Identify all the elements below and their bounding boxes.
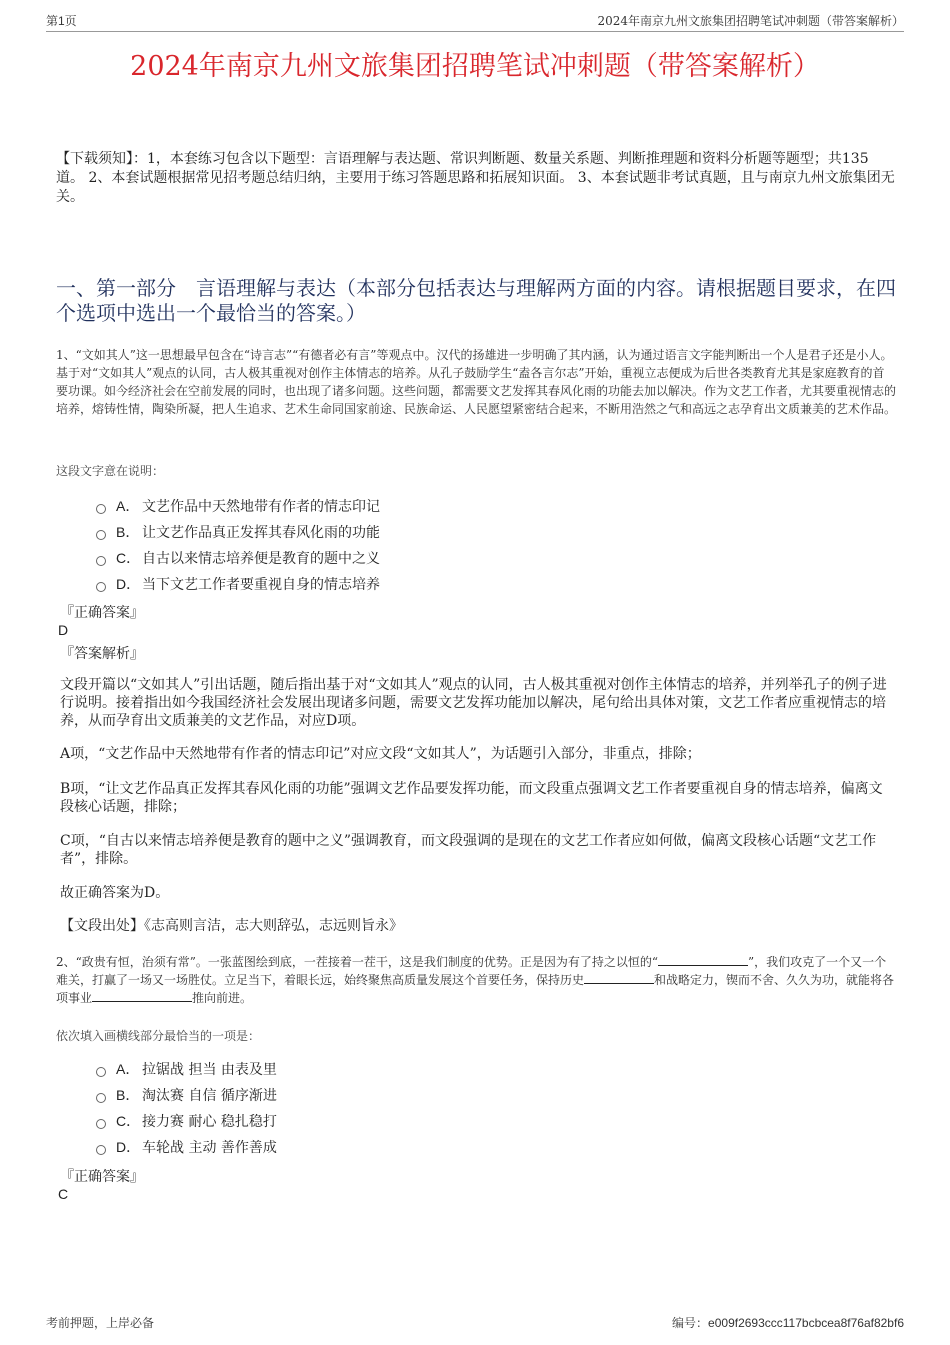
option-letter: C． <box>116 1113 141 1129</box>
question-2-text-part: ”，我们攻克了一个又一个难关，打赢了一场又一场胜仗。立足当下，着眼长远，始终聚焦高质量发展这个首要任务，保持历史 <box>56 955 887 987</box>
option-text: 接力赛 耐心 稳扎稳打 <box>142 1114 277 1130</box>
option-letter: C． <box>116 550 141 566</box>
question-2-option-d[interactable] <box>96 1134 856 1160</box>
option-text: 当下文艺工作者要重视自身的情志培养 <box>142 577 380 593</box>
option-letter: B． <box>116 1087 140 1103</box>
question-2-text-part: 和战略定力，锲而不舍、久久为功，就能将各项事业 <box>56 973 895 1005</box>
radio-icon[interactable] <box>96 504 106 514</box>
question-2-answer: C <box>58 1186 69 1202</box>
question-1-text: 1、“文如其人”这一思想最早包含在“诗言志”“有德者必有言”等观点中。汉代的扬雄进一步明确了其内涵，认为通过语言文字能判断出一个人是君子还是小人。基于对“文如其人”观点的认同，古人极其重视对创作主体情志的培养。从孔子鼓励学生“盍各言尔志”开始，重视立志便成为后世各类教育尤其是家庭教育的首要功课。如今经济社会在空前发展的同时，也出现了诸多问题。这些问题，都需要文艺发挥其春风化雨的功能去加以解决。作为文艺工作者，尤其要重视情志的培养，熔铸性情，陶染所凝，把人生追求、艺术生命同国家前途、民族命运、人民愿望紧密结合起来，不断用浩然之气和高远之志孕育出文质兼美的艺术作品。 <box>56 348 897 416</box>
option-letter: D． <box>116 576 141 592</box>
analysis-paragraph: A项，“文艺作品中天然地带有作者的情志印记”对应文段“文如其人”，为话题引入部分，非重点，排除； <box>60 746 701 762</box>
radio-icon[interactable] <box>96 556 106 566</box>
option-text: 拉锯战 担当 由表及里 <box>142 1062 277 1078</box>
question-1-prompt: 这段文字意在说明： <box>56 464 165 478</box>
question-1-analysis-label: 『答案解析』 <box>60 646 144 662</box>
fill-blank <box>658 953 748 966</box>
radio-icon[interactable] <box>96 1093 106 1103</box>
analysis-paragraph: 文段开篇以“文如其人”引出话题，随后指出基于对“文如其人”观点的认同，古人极其重视对创作主体情志的培养，并列举孔子的例子进行说明。接着指出如今我国经济社会发展出现诸多问题，需要文艺发挥功能加以解决，尾句给出具体对策，文艺工作者应重视情志的培养，从而孕育出文质兼美的文艺作品，对应D项。 <box>60 677 887 729</box>
question-1-answer: D <box>58 622 69 638</box>
option-text: 淘汰赛 自信 循序渐进 <box>142 1088 277 1104</box>
question-1-option-a[interactable] <box>96 493 856 519</box>
analysis-paragraph: C项，“自古以来情志培养便是教育的题中之义”强调教育，而文段强调的是现在的文艺工作者应如何做，偏离文段核心话题“文艺工作者”，排除。 <box>60 833 877 867</box>
radio-icon[interactable] <box>96 582 106 592</box>
radio-icon[interactable] <box>96 1145 106 1155</box>
analysis-paragraph: B项，“让文艺作品真正发挥其春风化雨的功能”强调文艺作品要发挥功能，而文段重点强调文艺工作者要重视自身的情志培养，偏离文段核心话题，排除； <box>60 781 883 815</box>
option-letter: A． <box>116 498 140 514</box>
option-text: 车轮战 主动 善作善成 <box>142 1140 277 1156</box>
question-2-option-b[interactable] <box>96 1082 856 1108</box>
question-2-text-part: 推向前进。 <box>192 991 253 1005</box>
question-1-answer-label: 『正确答案』 <box>60 605 144 621</box>
question-1-option-d[interactable] <box>96 571 856 597</box>
question-1-option-b[interactable] <box>96 519 856 545</box>
question-2-text <box>56 953 896 1007</box>
option-letter: A． <box>116 1061 140 1077</box>
question-2-text-part: 2、“政贵有恒，治须有常”。一张蓝图绘到底，一茬接着一茬干，这是我们制度的优势。正是因为有了持之以恒的“ <box>56 955 659 969</box>
radio-icon[interactable] <box>96 1119 106 1129</box>
option-letter: D． <box>116 1139 141 1155</box>
fill-blank <box>584 971 654 984</box>
fill-blank <box>92 989 192 1002</box>
question-2-answer-label: 『正确答案』 <box>60 1169 144 1185</box>
option-text: 让文艺作品真正发挥其春风化雨的功能 <box>142 525 380 541</box>
question-2-option-a[interactable] <box>96 1056 856 1082</box>
radio-icon[interactable] <box>96 1067 106 1077</box>
footer-serial-number: 编号：e009f2693ccc117bcbcea8f76af82bf6 <box>672 1316 904 1330</box>
question-2-option-c[interactable] <box>96 1108 856 1134</box>
analysis-conclusion: 故正确答案为D。 <box>60 885 170 901</box>
question-2-options <box>96 1056 856 1160</box>
page-number: 第1页 <box>46 14 77 28</box>
question-1-option-c[interactable] <box>96 545 856 571</box>
running-header-title: 2024年南京九州文旅集团招聘笔试冲刺题（带答案解析） <box>597 14 904 28</box>
header-divider <box>46 31 904 32</box>
option-letter: B． <box>116 524 140 540</box>
section-heading: 一、第一部分 言语理解与表达（本部分包括表达与理解两方面的内容。请根据题目要求，在四个选项中选出一个最恰当的答案。） <box>56 276 896 325</box>
option-text: 文艺作品中天然地带有作者的情志印记 <box>142 499 380 515</box>
document-title: 2024年南京九州文旅集团招聘笔试冲刺题（带答案解析） <box>130 51 820 82</box>
radio-icon[interactable] <box>96 530 106 540</box>
question-2-prompt: 依次填入画横线部分最恰当的一项是： <box>56 1029 261 1043</box>
download-notice: 【下载须知】：1，本套练习包含以下题型：言语理解与表达题、常识判断题、数量关系题、判断推理题和资料分析题等题型；共135道。 2、本套试题根据常见招考题总结归纳，主要用于练习答题思路和拓展知识面。 3、本套试题非考试真题，且与南京九州文旅集团无关。 <box>56 151 895 205</box>
footer-slogan: 考前押题，上岸必备 <box>46 1316 155 1330</box>
question-1-options <box>96 493 856 597</box>
option-text: 自古以来情志培养便是教育的题中之义 <box>142 551 380 567</box>
analysis-source: 【文段出处】《志高则言洁，志大则辞弘，志远则旨永》 <box>60 918 403 934</box>
